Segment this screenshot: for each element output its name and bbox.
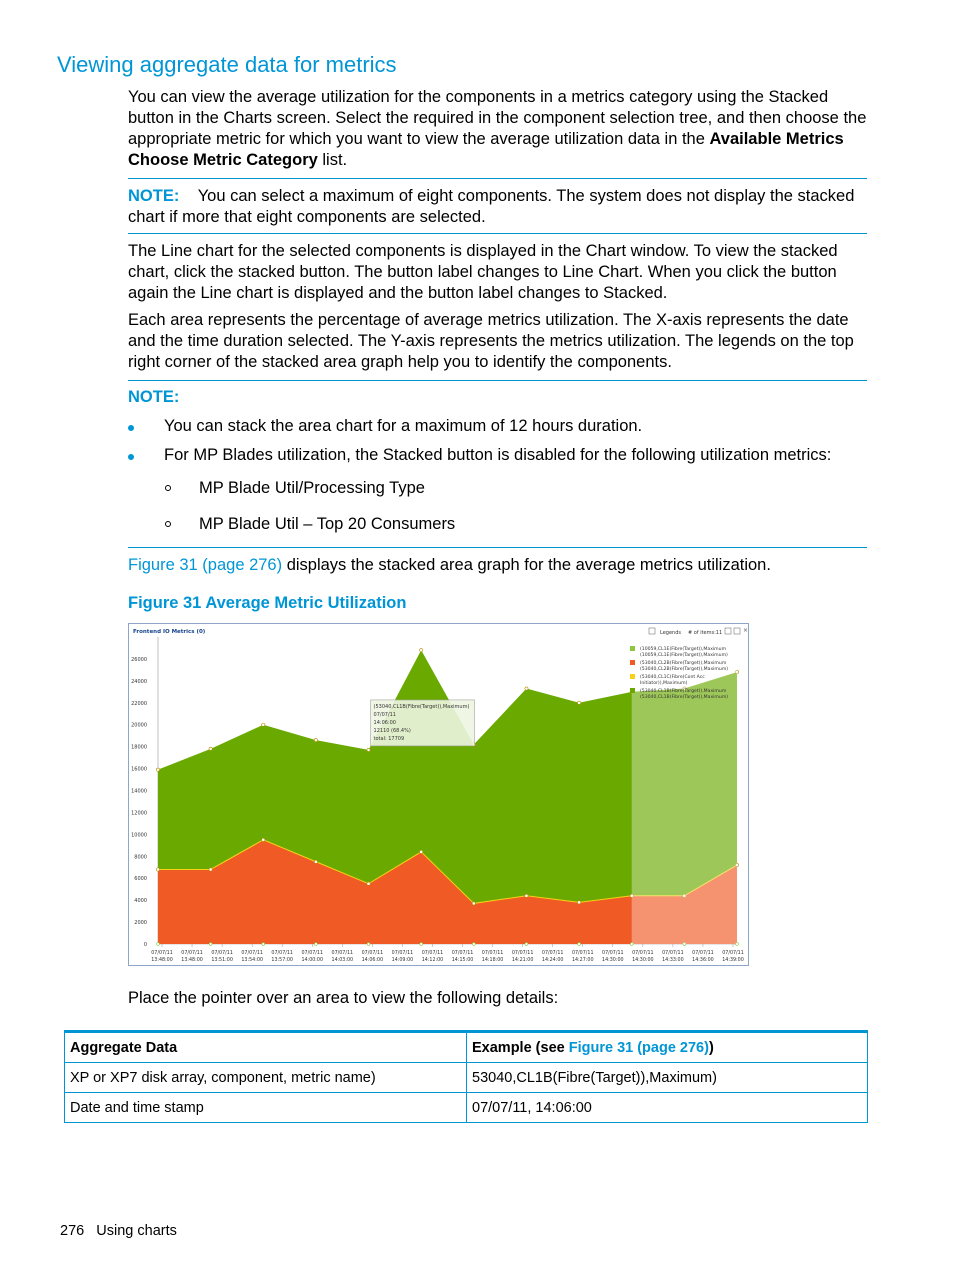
sub-bullet-marker: [165, 521, 171, 527]
data-point-0-3: [314, 860, 317, 863]
note-rule-top: [128, 178, 867, 179]
x-tick-time: 14:06:00: [361, 958, 384, 963]
line-chart-paragraph: The Line chart for the selected components is displayed in the Chart window. To view the stacked chart, click the stacked button. The button label changes to Line Chart. When you click the button again the Line chart is displayed and the button label changes to Stacked.: [128, 242, 838, 302]
baseline-point-2: [262, 943, 265, 946]
legend-swatch: [630, 660, 635, 665]
x-tick-time: 14:39:00: [722, 958, 744, 963]
section-title: Viewing aggregate data for metrics: [57, 52, 397, 77]
y-tick-label: 22000: [131, 700, 147, 707]
legend-label: (53040,CL1B(Fibre(Target)),Maximum: [640, 689, 727, 694]
x-tick-time: 13:57:00: [271, 958, 293, 963]
x-tick-time: 14:12:00: [421, 958, 444, 963]
intro-text-end: list.: [317, 151, 348, 169]
note-two-label: NOTE:: [128, 388, 180, 406]
bullet-item: You can stack the area chart for a maximum of 12 hours duration.: [164, 417, 643, 435]
y-tick-label: 0: [143, 942, 147, 948]
legend-label: (53040,CL1B(Fibre(Target)),Maximum): [640, 695, 729, 700]
tooltip-line: 07/07/11: [373, 711, 397, 718]
baseline-point-8: [578, 943, 581, 946]
header-prefix: Example (see: [472, 1039, 569, 1056]
y-tick-label: 12000: [131, 810, 147, 817]
x-tick-date: 07/07/11: [602, 951, 624, 956]
page-number: 276: [60, 1223, 85, 1239]
x-tick-date: 07/07/11: [151, 951, 173, 956]
x-tick-date: 07/07/11: [662, 951, 684, 956]
legend-checkbox: [649, 628, 655, 634]
legend-label: Initiator)),Maximum): [640, 681, 688, 686]
data-point-0-1: [209, 868, 212, 871]
header-suffix: ): [708, 1039, 714, 1056]
table-row: [65, 1063, 868, 1093]
x-tick-date: 07/07/11: [391, 951, 414, 956]
x-tick-date: 07/07/11: [511, 951, 534, 956]
table-cell: 53040,CL1B(Fibre(Target)),Maximum): [467, 1063, 868, 1093]
bullet-marker: [128, 454, 134, 460]
data-point-1-5: [420, 649, 423, 652]
y-tick-label: 26000: [131, 656, 147, 663]
table-header-cell: Aggregate Data: [65, 1032, 467, 1063]
figure-reference-text: displays the stacked area graph for the average metrics utilization.: [282, 556, 771, 574]
legend-title: Legends: [660, 630, 681, 636]
stacked-area-chart[interactable]: [128, 623, 749, 966]
x-tick-time: 14:30:00: [602, 958, 624, 963]
legend-swatch: [630, 674, 635, 679]
data-point-1-7: [525, 687, 528, 690]
legend-minimize-icon: [725, 628, 731, 634]
x-tick-date: 07/07/11: [331, 951, 354, 956]
x-tick-date: 07/07/11: [481, 951, 504, 956]
y-tick-label: 24000: [131, 678, 147, 685]
chart-close-icon: ×: [743, 627, 749, 634]
x-tick-date: 07/07/11: [541, 951, 564, 956]
data-point-0-8: [577, 901, 580, 904]
note-rule-bottom: [128, 233, 867, 234]
x-tick-time: 14:21:00: [511, 958, 534, 963]
chart-canvas: [129, 624, 750, 967]
legend-label: (10059,CL1E(Fibre(Target)),Maximum: [640, 647, 727, 652]
legend-swatch: [630, 688, 635, 693]
x-tick-date: 07/07/11: [632, 951, 654, 956]
table-header-cell: [467, 1032, 868, 1063]
data-point-0-2: [262, 838, 265, 841]
page-footer: [60, 1223, 177, 1239]
x-tick-time: 13:54:00: [241, 958, 263, 963]
data-point-0-4: [367, 882, 370, 885]
data-point-1-0: [156, 768, 159, 771]
note-two-rule-bottom: [128, 547, 867, 548]
baseline-point-5: [420, 943, 423, 946]
footer-section: Using charts: [96, 1223, 177, 1239]
data-point-1-4: [367, 748, 370, 751]
note-text: You can select a maximum of eight components. The system does not display the stacked chart if more that eight components are selected.: [128, 187, 855, 226]
y-tick-label: 18000: [131, 744, 147, 751]
legend-label: (10059,CL1E(Fibre(Target)),Maximum): [640, 653, 728, 658]
x-tick-date: 07/07/11: [241, 951, 263, 956]
table-cell: 07/07/11, 14:06:00: [467, 1093, 868, 1123]
baseline-point-6: [472, 943, 475, 946]
y-tick-label: 8000: [134, 854, 147, 861]
x-tick-date: 07/07/11: [571, 951, 594, 956]
sub-bullet-marker: [165, 485, 171, 491]
baseline-point-7: [525, 943, 528, 946]
x-tick-time: 13:48:00: [181, 958, 203, 963]
baseline-point-1: [209, 943, 212, 946]
y-tick-label: 16000: [131, 766, 147, 773]
table-header-row: [65, 1032, 868, 1063]
intro-bold-term: Available Metrics Choose Metric Category: [128, 130, 844, 169]
legend-label: (53040,CL1C(Fibre(Cont Acc: [640, 675, 705, 680]
area-paragraph: Each area represents the percentage of average metrics utilization. The X-axis represents the date and the time duration selected. The Y-axis represents the metrics utilization. The legends on the top right corner of the stacked area graph help you to identify the components.: [128, 311, 854, 371]
y-tick-label: 4000: [134, 898, 147, 905]
x-tick-date: 07/07/11: [722, 951, 744, 956]
bullet-item: For MP Blades utilization, the Stacked button is disabled for the following utilization metrics:: [164, 446, 832, 464]
baseline-point-3: [315, 943, 318, 946]
x-tick-date: 07/07/11: [361, 951, 384, 956]
baseline-point-4: [367, 943, 370, 946]
x-tick-date: 07/07/11: [181, 951, 203, 956]
intro-paragraph: [128, 87, 868, 171]
tooltip-line: 14:06:00: [373, 719, 397, 726]
table-cell: XP or XP7 disk array, component, metric name): [65, 1063, 467, 1093]
tooltip-line: 12110 (68.4%): [373, 727, 411, 734]
x-tick-time: 14:30:00: [632, 958, 654, 963]
note-two-rule-top: [128, 380, 867, 381]
sub-bullet-item: MP Blade Util/Processing Type: [199, 479, 425, 497]
x-tick-date: 07/07/11: [692, 951, 714, 956]
data-point-1-3: [314, 738, 317, 741]
x-tick-date: 07/07/11: [271, 951, 293, 956]
y-tick-label: 20000: [131, 722, 147, 729]
x-tick-time: 14:36:00: [692, 958, 714, 963]
x-tick-time: 14:18:00: [481, 958, 504, 963]
data-point-0-6: [472, 902, 475, 905]
tooltip-line: total: 17709: [373, 735, 405, 742]
legend-label: (53040,CL2B(Fibre(Target)),Maximum: [640, 661, 727, 666]
aggregate-data-table: [64, 1030, 868, 1123]
header-figure-link[interactable]: Figure 31 (page 276): [568, 1039, 709, 1056]
y-tick-label: 14000: [131, 788, 147, 795]
x-tick-time: 14:15:00: [451, 958, 474, 963]
data-point-1-1: [209, 747, 212, 750]
data-point-0-5: [420, 850, 423, 853]
x-tick-time: 14:33:00: [662, 958, 684, 963]
details-intro: Place the pointer over an area to view the following details:: [128, 989, 559, 1007]
data-point-0-0: [156, 868, 159, 871]
legend-swatch: [630, 646, 635, 651]
y-tick-label: 2000: [134, 920, 147, 927]
x-tick-time: 14:24:00: [541, 958, 564, 963]
x-tick-date: 07/07/11: [211, 951, 233, 956]
table-row: [65, 1093, 868, 1123]
y-tick-label: 6000: [134, 876, 147, 883]
figure-reference: [128, 555, 868, 576]
figure-link[interactable]: Figure 31 (page 276): [128, 556, 283, 574]
tooltip-line: (53040,CL1B(Fibre(Target)),Maximum): [373, 703, 470, 710]
note-one: [128, 186, 868, 228]
x-tick-time: 13:51:00: [211, 958, 233, 963]
note-label: NOTE:: [128, 187, 180, 205]
chart-title: Frontend IO Metrics (0): [133, 629, 206, 635]
bullet-marker: [128, 425, 134, 431]
x-tick-time: 14:03:00: [331, 958, 354, 963]
data-point-1-8: [577, 701, 580, 704]
x-tick-time: 14:27:00: [571, 958, 594, 963]
baseline-point-0: [157, 943, 160, 946]
x-tick-time: 14:00:00: [301, 958, 324, 963]
y-tick-label: 10000: [131, 832, 147, 839]
legend-count: # of items:11: [688, 630, 723, 636]
data-point-1-2: [262, 723, 265, 726]
table-cell: Date and time stamp: [65, 1093, 467, 1123]
x-tick-time: 14:09:00: [391, 958, 414, 963]
sub-bullet-item: MP Blade Util – Top 20 Consumers: [199, 515, 456, 533]
x-tick-date: 07/07/11: [301, 951, 324, 956]
intro-text: You can view the average utilization for the components in a metrics category using the Stacked button in the Charts screen. Select the required in the component selection tree, and then choose the appropriate metric for which you want to view the average utilization data in the: [128, 88, 867, 148]
legend-label: (53040,CL2B(Fibre(Target)),Maximum): [640, 667, 729, 672]
legend-maximize-icon: [734, 628, 740, 634]
x-tick-time: 13:48:00: [151, 958, 173, 963]
data-point-0-7: [525, 894, 528, 897]
x-tick-date: 07/07/11: [451, 951, 474, 956]
x-tick-date: 07/07/11: [421, 951, 444, 956]
figure-caption: Figure 31 Average Metric Utilization: [128, 594, 407, 612]
